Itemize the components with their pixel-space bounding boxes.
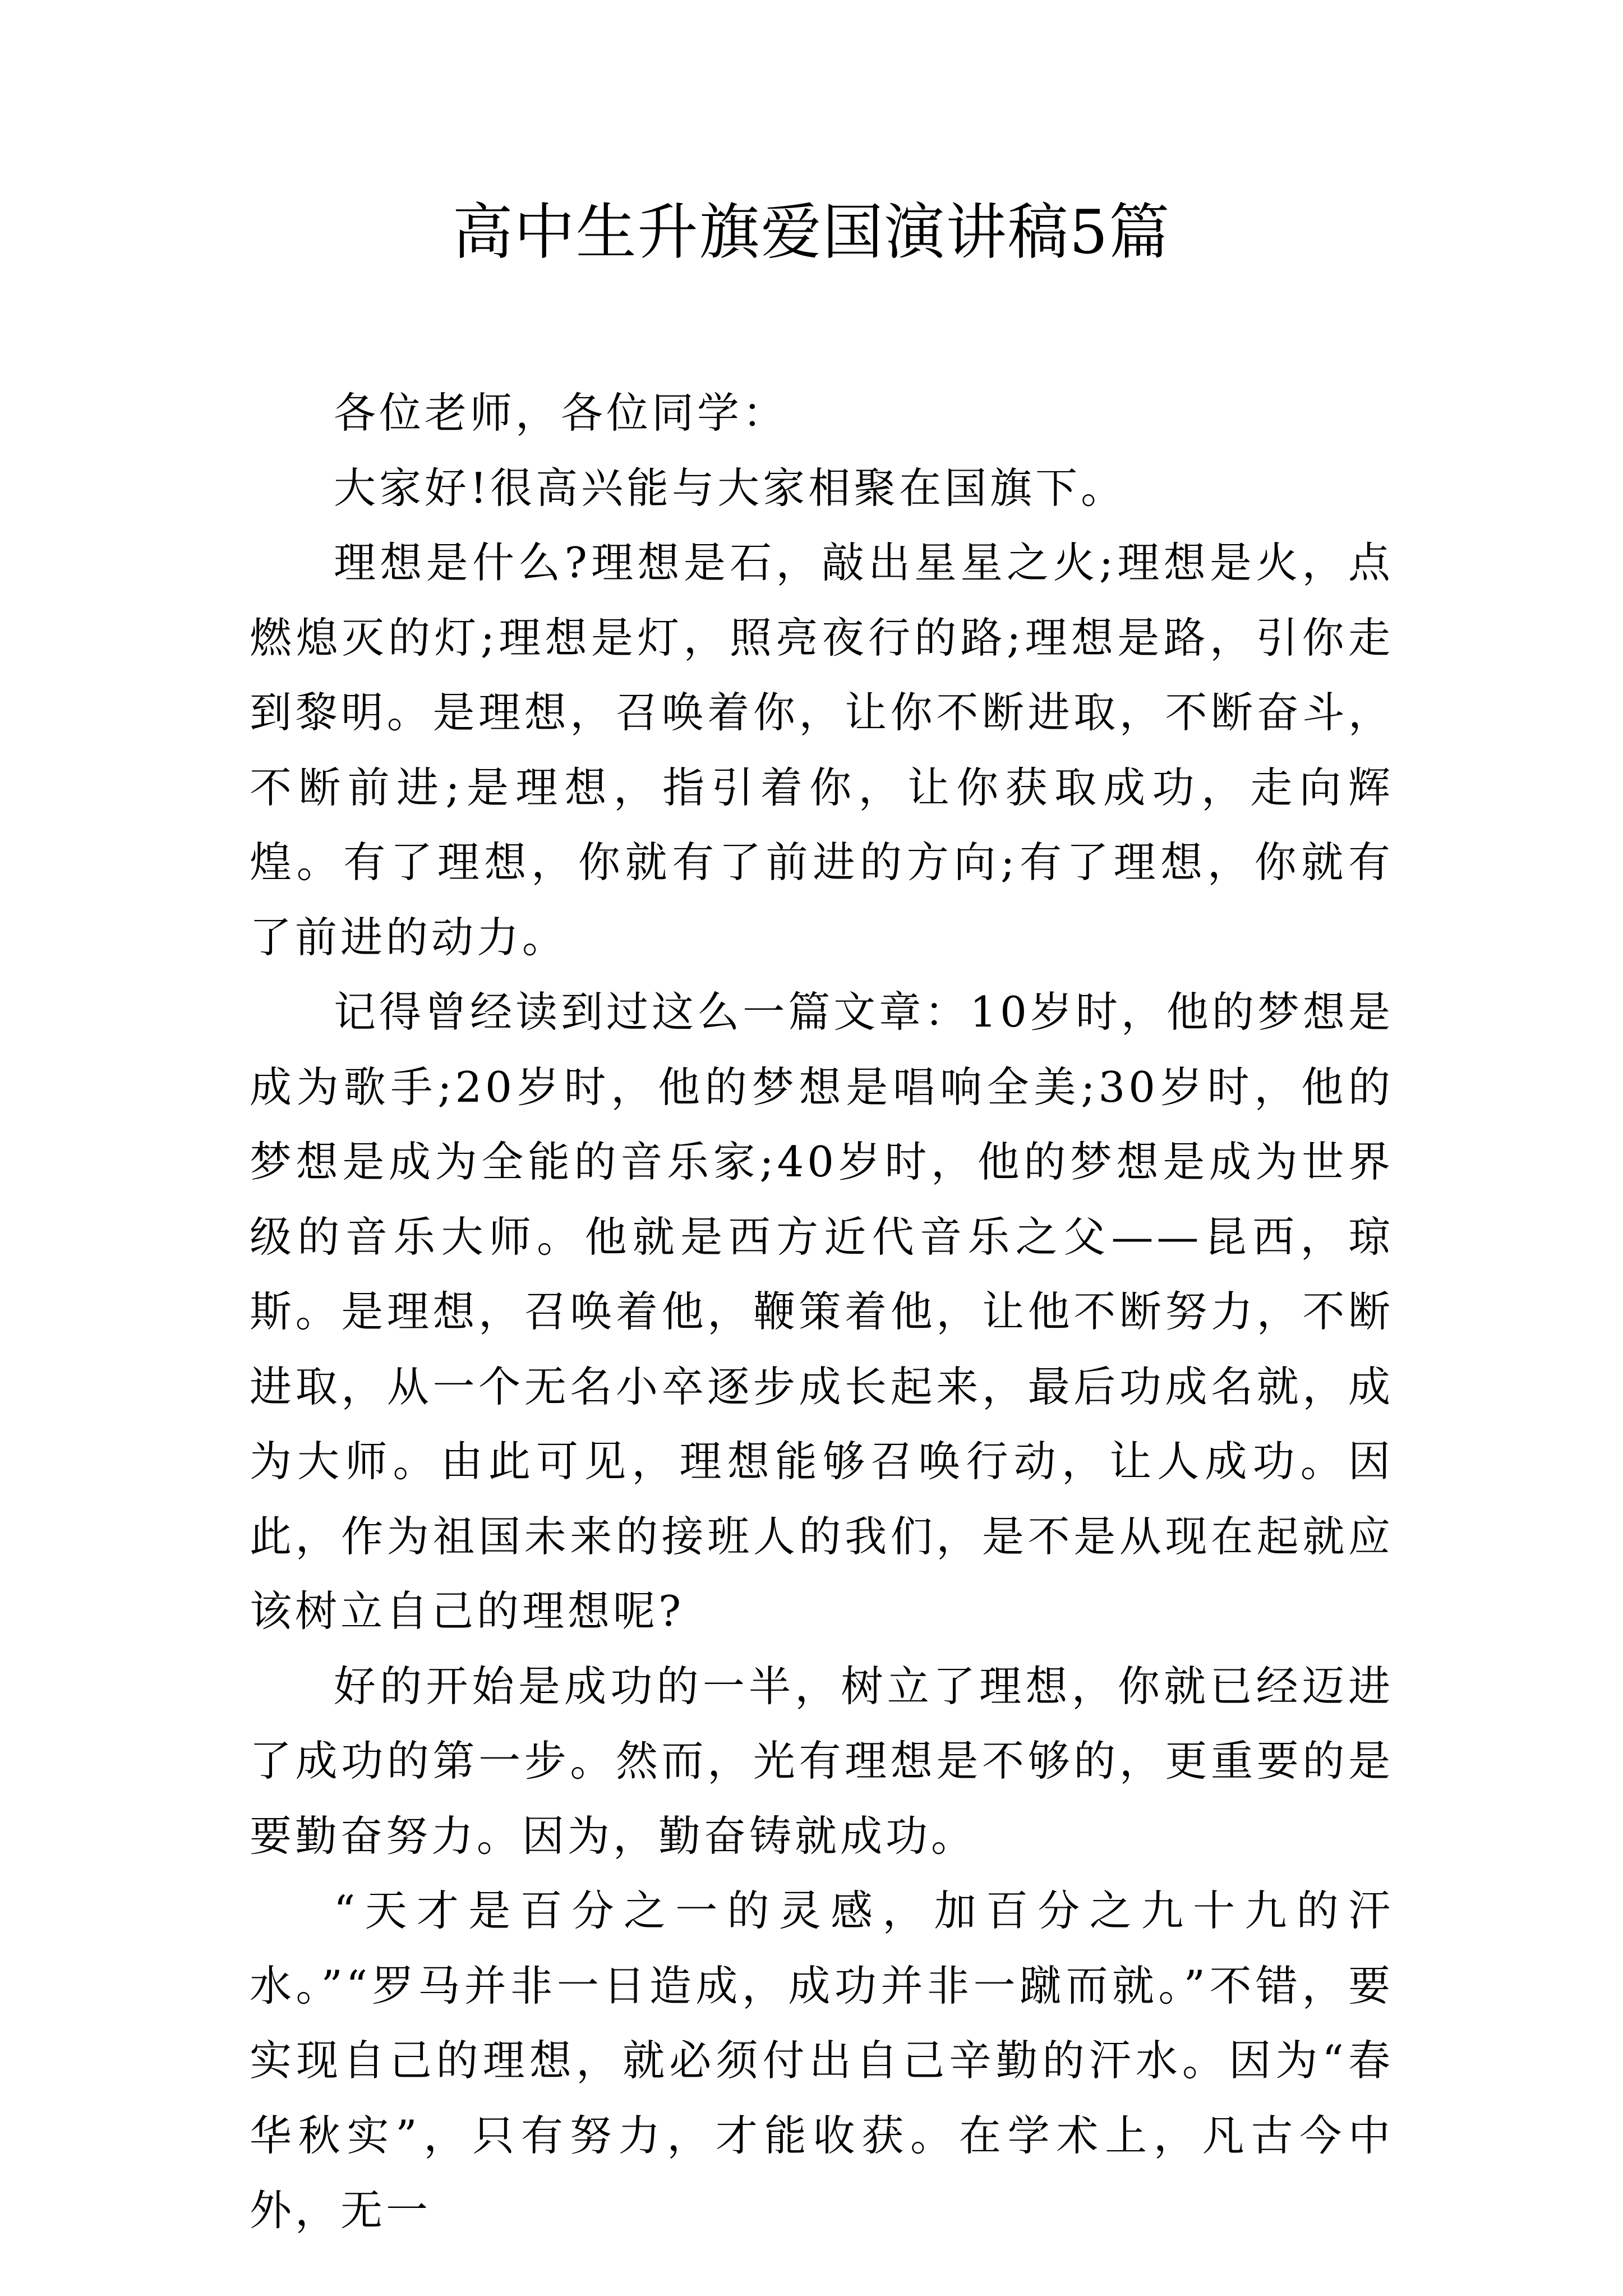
paragraph-salutation: 各位老师，各位同学： [334,388,789,438]
paragraph-greeting: 大家好!很高兴能与大家相聚在国旗下。 [334,463,1127,513]
paragraph-ideal: 理想是什么?理想是石，敲出星星之火;理想是火，点燃熄灭的灯;理想是灯，照亮夜行的路;理想是路，引你走到黎明。是理想，召唤着你，让你不断进取，不断奋斗，不断前进;是理想，指引着你，让你获取成功，走向辉煌。有了理想，你就有了前进的方向;有了理想，你就有了前进的动力。 [250,538,1394,962]
paragraph-quotes: “天才是百分之一的灵感，加百分之九十九的汗水。”“罗马并非一日造成，成功并非一蹴而就。”不错，要实现自己的理想，就必须付出自己辛勤的汗水。因为“春华秋实”，只有努力，才能收获。在学术上，凡古今中外，无一 [250,1886,1394,2235]
document-title: 高中生升旗爱国演讲稿5篇 [452,197,1171,268]
paragraph-story: 记得曾经读到过这么一篇文章：10岁时，他的梦想是成为歌手;20岁时，他的梦想是唱响全美;30岁时，他的梦想是成为全能的音乐家;40岁时，他的梦想是成为世界级的音乐大师。他就是西方近代音乐之父——昆西，琼斯。是理想，召唤着他，鞭策着他，让他不断努力，不断进取，从一个无名小卒逐步成长起来，最后功成名就，成为大师。由此可见，理想能够召唤行动，让人成功。因此，作为祖国未来的接班人的我们，是不是从现在起就应该树立自己的理想呢? [250,987,1394,1636]
document-body [250,376,1394,2248]
paragraph-diligence: 好的开始是成功的一半，树立了理想，你就已经迈进了成功的第一步。然而，光有理想是不够的，更重要的是要勤奋努力。因为，勤奋铸就成功。 [250,1661,1394,1861]
